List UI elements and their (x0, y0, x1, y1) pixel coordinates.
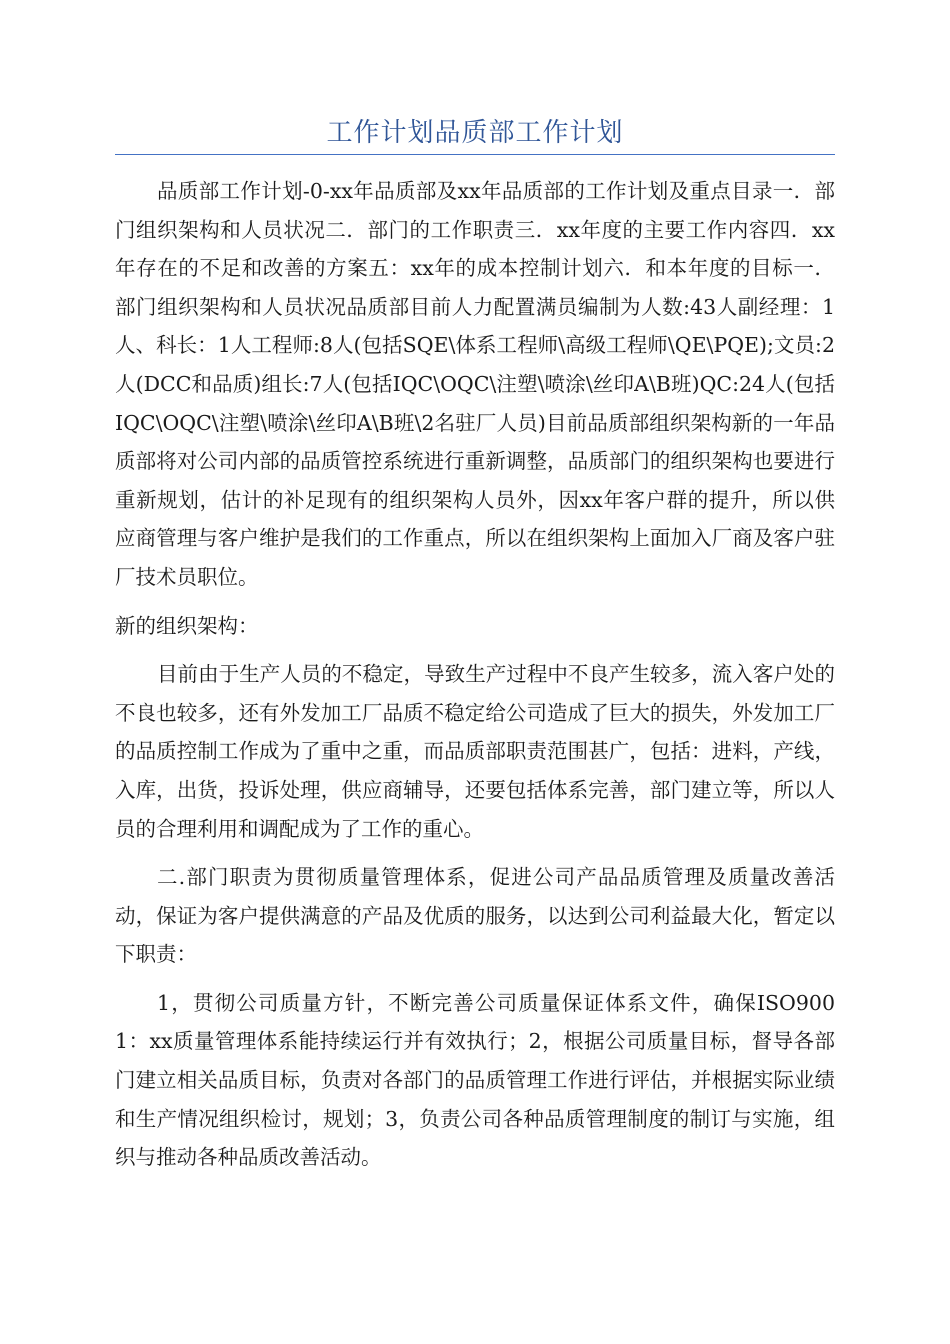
title-underline (115, 154, 835, 155)
document-body (115, 172, 835, 1177)
paragraph-new-structure: 新的组织架构： (115, 613, 259, 638)
paragraph-gap (115, 645, 835, 655)
paragraph-department-duties: 二.部门职责为贯彻质量管理体系，促进公司产品品质管理及质量改善活动，保证为客户提供满意的产品及优质的服务，以达到公司利益最大化，暂定以下职责： (115, 865, 835, 967)
paragraph-gap (115, 974, 835, 984)
paragraph-gap (115, 597, 835, 607)
paragraph-duty-list: 1，贯彻公司质量方针，不断完善公司质量保证体系文件，确保ISO9001：xx质量管理体系能持续运行并有效执行；2，根据公司质量目标，督导各部门建立相关品质目标，负责对各部门的品质管理工作进行评估，并根据实际业绩和生产情况组织检讨，规划；3，负责公司各种品质管理制度的制订与实施，组织与推动各种品质改善活动。 (115, 990, 835, 1170)
paragraph-current-issues: 目前由于生产人员的不稳定，导致生产过程中不良产生较多，流入客户处的不良也较多，还有外发加工厂品质不稳定给公司造成了巨大的损失，外发加工厂的品质控制工作成为了重中之重，而品质部职责范围甚广，包括：进料，产线，入库，出货，投诉处理，供应商辅导，还要包括体系完善，部门建立等，所以人员的合理利用和调配成为了工作的重心。 (115, 662, 835, 841)
paragraph-gap (115, 848, 835, 858)
paragraph-intro: 品质部工作计划-0-xx年品质部及xx年品质部的工作计划及重点目录一．部门组织架构和人员状况二．部门的工作职责三．xx年度的主要工作内容四．xx年存在的不足和改善的方案五：xx年的成本控制计划六．和本年度的目标一．部门组织架构和人员状况品质部目前人力配置满员编制为人数:43人副经理：1人、科长：1人工程师:8人(包括SQE\体系工程师\高级工程师\QE\PQE);文员:2人(DCC和品质)组长:7人(包括IQC\OQC\注塑\喷涂\丝印A\B班)QC:24人(包括IQC\OQC\注塑\喷涂\丝印A\B班\2名驻厂人员)目前品质部组织架构新的一年品质部将对公司内部的品质管控系统进行重新调整，品质部门的组织架构也要进行重新规划，估计的补足现有的组织架构人员外，因xx年客户群的提升，所以供应商管理与客户维护是我们的工作重点，所以在组织架构上面加入厂商及客户驻厂技术员职位。 (115, 179, 835, 589)
document-title: 工作计划品质部工作计划 (326, 118, 624, 148)
